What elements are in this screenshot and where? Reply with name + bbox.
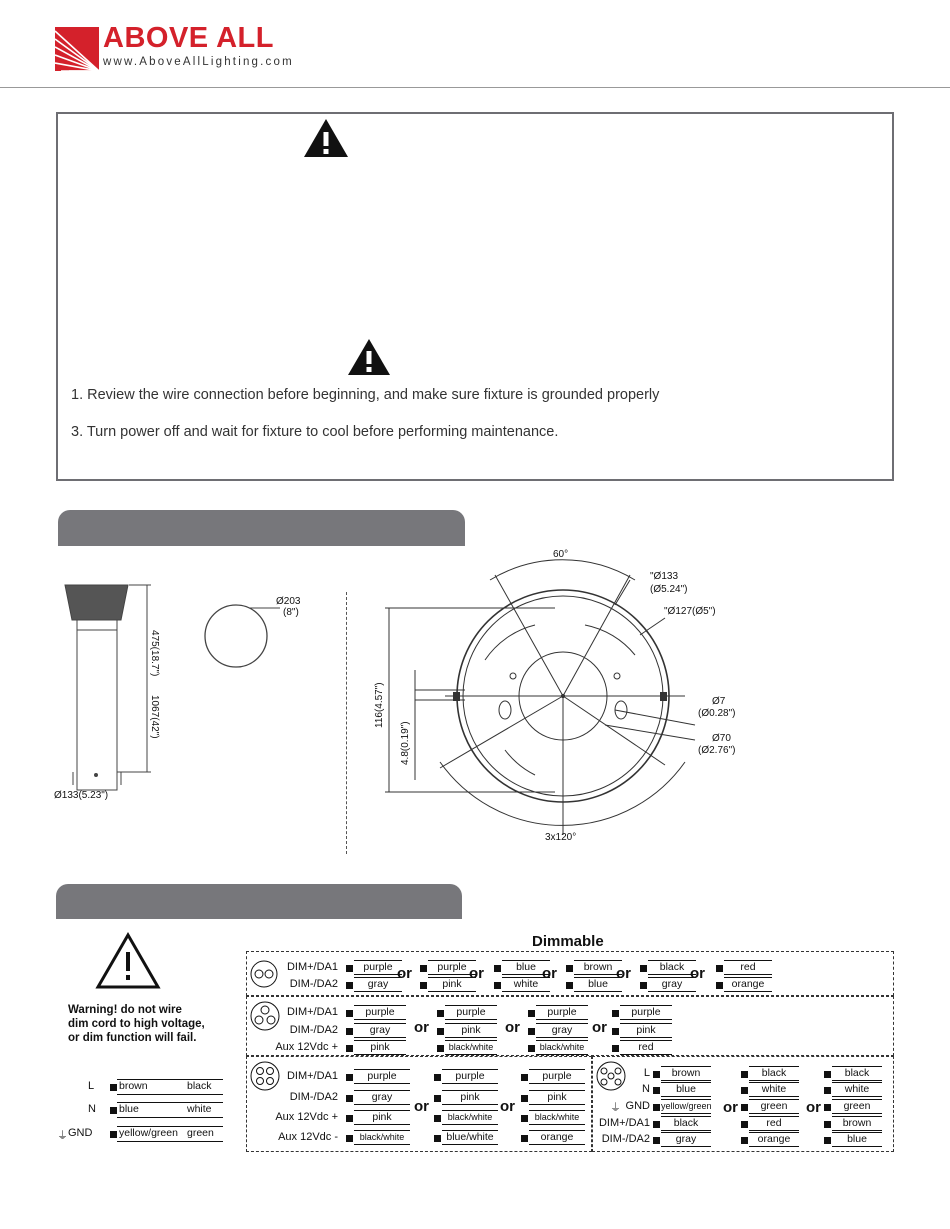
or-separator: or — [414, 1098, 429, 1115]
row3b-wire-color: green — [749, 1099, 799, 1114]
header-divider — [0, 87, 950, 88]
wire-plug — [612, 1028, 619, 1035]
wire-plug — [741, 1104, 748, 1111]
caution-triangle-icon — [346, 337, 392, 377]
wire-plug — [653, 1121, 660, 1128]
row3a-wire-color: black/white — [442, 1110, 498, 1125]
wire-plug — [741, 1137, 748, 1144]
row3b-label: GND — [625, 1100, 650, 1112]
wire-plug — [824, 1137, 831, 1144]
wire-plug — [521, 1135, 528, 1142]
view-separator — [346, 592, 347, 854]
row3a-label: Aux 12Vdc + — [275, 1111, 338, 1123]
row2-wire-color: black/white — [445, 1040, 497, 1055]
row1-wire-color: orange — [724, 977, 772, 992]
row2-wire-color: pink — [445, 1023, 497, 1038]
wire-plug — [741, 1071, 748, 1078]
ground-icon: ⏚ — [610, 1102, 621, 1114]
wire-plug — [434, 1135, 441, 1142]
row3a-label: Aux 12Vdc - — [278, 1131, 338, 1143]
dim-group-2wire — [246, 951, 894, 996]
base-angle-bottom: 3x120° — [545, 832, 577, 843]
base-plate-drawing — [375, 550, 750, 850]
top-view-diameter-in: (8") — [283, 607, 299, 618]
row3b-wire-color: white — [749, 1082, 799, 1097]
wire-plug — [346, 1095, 353, 1102]
row3b-wire-color: gray — [661, 1132, 711, 1147]
row3b-wire-color: white — [832, 1082, 882, 1097]
wire-plug — [420, 982, 427, 989]
top-view-diameter: Ø203 — [276, 596, 301, 607]
row2-wire-color: gray — [354, 1023, 406, 1038]
caution-line-1: Warning! do not wire — [68, 1004, 182, 1016]
wire-plug — [716, 982, 723, 989]
or-separator: or — [469, 965, 484, 982]
wire-plug — [824, 1087, 831, 1094]
wire-plug — [437, 1010, 444, 1017]
wire-plug — [346, 1028, 353, 1035]
wire-plug — [346, 1045, 353, 1052]
row2-wire-color: purple — [354, 1005, 406, 1020]
wire-plug — [346, 1135, 353, 1142]
wire-plug — [346, 965, 353, 972]
side-view-height: 475(18.7") — [149, 630, 160, 677]
row3b-wire-color: brown — [832, 1116, 882, 1131]
row3b-label: N — [642, 1083, 650, 1095]
base-d70-in: (Ø2.76") — [698, 745, 736, 756]
line-input-color-b: green — [187, 1127, 214, 1139]
row3b-wire-color: yellow/green — [661, 1099, 711, 1114]
wire-plug — [521, 1095, 528, 1102]
wire-plug — [640, 965, 647, 972]
wire-plug — [346, 1074, 353, 1081]
row1-wire-color: red — [724, 960, 772, 975]
base-offset: 4.8(0.19") — [400, 721, 411, 765]
row3a-wire-color: pink — [354, 1110, 410, 1125]
wire-plug — [653, 1137, 660, 1144]
caution-line-2: dim cord to high voltage, — [68, 1018, 205, 1030]
or-separator: or — [592, 1019, 607, 1036]
wire-plug — [110, 1084, 117, 1091]
wiring-section-bar — [56, 884, 462, 919]
row3b-wire-color: orange — [749, 1132, 799, 1147]
base-angle-top: 60° — [553, 549, 569, 560]
wire-plug — [494, 982, 501, 989]
row3b-wire-color: blue — [661, 1082, 711, 1097]
row1-wire-color: white — [502, 977, 550, 992]
or-separator: or — [500, 1098, 515, 1115]
warning-line-1: 1. Review the wire connection before beginning, and make sure fixture is grounded properly — [71, 387, 660, 403]
caution-outline-icon — [95, 932, 161, 990]
dimensions-section-bar — [58, 510, 465, 546]
row3b-label: DIM+/DA1 — [598, 1117, 650, 1129]
or-separator: or — [542, 965, 557, 982]
line-input-label: N — [88, 1103, 96, 1115]
wire-plug — [653, 1104, 660, 1111]
wire-plug — [716, 965, 723, 972]
caution-line-3: or dim function will fail. — [68, 1032, 197, 1044]
row2-wire-color: purple — [536, 1005, 588, 1020]
row2-label: Aux 12Vdc + — [275, 1041, 338, 1053]
wire-plug — [612, 1045, 619, 1052]
or-separator: or — [690, 965, 705, 982]
wire-plug — [521, 1074, 528, 1081]
side-view-diameter: Ø133(5.23") — [54, 790, 109, 801]
row3a-wire-color: purple — [354, 1069, 410, 1084]
row3b-wire-color: green — [832, 1099, 882, 1114]
brand-url[interactable]: www.AboveAllLighting.com — [103, 56, 294, 68]
line-input-color-a: yellow/green — [119, 1127, 178, 1139]
base-d7: Ø7 — [712, 696, 726, 707]
row1-wire-color: purple — [428, 960, 476, 975]
wire-plug — [521, 1115, 528, 1122]
row3b-wire-color: red — [749, 1116, 799, 1131]
row3a-wire-color: pink — [442, 1090, 498, 1105]
wire-plug — [346, 1115, 353, 1122]
wire-plug — [494, 965, 501, 972]
wire-plug — [437, 1028, 444, 1035]
dimmable-title: Dimmable — [532, 933, 604, 950]
or-separator: or — [616, 965, 631, 982]
row1-wire-color: black — [648, 960, 696, 975]
row3b-wire-color: brown — [661, 1066, 711, 1081]
wire-plug — [528, 1010, 535, 1017]
row3a-label: DIM-/DA2 — [289, 1091, 338, 1103]
row2-label: DIM+/DA1 — [286, 1006, 338, 1018]
row3a-wire-color: black/white — [354, 1130, 410, 1145]
warning-line-3: 3. Turn power off and wait for fixture to cool before performing maintenance. — [71, 424, 559, 440]
wire-plug — [640, 982, 647, 989]
wire-plug — [741, 1087, 748, 1094]
wire-plug — [824, 1071, 831, 1078]
brand-name: ABOVE ALL — [103, 22, 274, 54]
row1-label: DIM-/DA2 — [289, 978, 338, 990]
row2-wire-color: pink — [354, 1040, 406, 1055]
side-view-height-alt: 1067(42") — [149, 695, 160, 739]
row1-wire-color: purple — [354, 960, 402, 975]
or-separator: or — [806, 1099, 821, 1116]
row2-wire-color: gray — [536, 1023, 588, 1038]
wire-plug — [566, 965, 573, 972]
line-input-color-b: white — [187, 1103, 212, 1115]
line-input-label: GND — [68, 1127, 93, 1139]
row3a-label: DIM+/DA1 — [286, 1070, 338, 1082]
wire-plug — [420, 965, 427, 972]
base-d133: "Ø133 — [650, 571, 679, 582]
base-d127: "Ø127(Ø5") — [664, 606, 716, 617]
wire-plug — [437, 1045, 444, 1052]
wire-plug — [741, 1121, 748, 1128]
wire-plug — [528, 1045, 535, 1052]
row2-wire-color: black/white — [536, 1040, 588, 1055]
wire-plug — [824, 1121, 831, 1128]
base-d70: Ø70 — [712, 733, 731, 744]
line-input-color-a: blue — [119, 1103, 139, 1115]
wire-plug — [528, 1028, 535, 1035]
row1-wire-color: gray — [354, 977, 402, 992]
row3b-wire-color: blue — [832, 1132, 882, 1147]
wire-plug — [110, 1131, 117, 1138]
row2-wire-color: red — [620, 1040, 672, 1055]
or-separator: or — [505, 1019, 520, 1036]
wire-plug — [434, 1095, 441, 1102]
row3a-wire-color: purple — [529, 1069, 585, 1084]
row2-wire-color: purple — [445, 1005, 497, 1020]
wire-plug — [824, 1104, 831, 1111]
row3b-wire-color: black — [661, 1116, 711, 1131]
row1-wire-color: gray — [648, 977, 696, 992]
or-separator: or — [414, 1019, 429, 1036]
wire-plug — [566, 982, 573, 989]
row3b-label: L — [643, 1067, 650, 1079]
wire-plug — [110, 1107, 117, 1114]
base-height: 116(4.57") — [374, 682, 385, 728]
wire-plug — [434, 1074, 441, 1081]
logo-starburst-icon — [55, 27, 99, 71]
row3b-wire-color: black — [749, 1066, 799, 1081]
row2-wire-color: pink — [620, 1023, 672, 1038]
ground-icon: ⏚ — [57, 1130, 68, 1142]
row1-wire-color: pink — [428, 977, 476, 992]
base-d133-in: (Ø5.24") — [650, 584, 688, 595]
side-view-drawing — [55, 580, 165, 805]
warning-triangle-icon — [302, 117, 350, 159]
wire-plug — [653, 1087, 660, 1094]
row3b-label: DIM-/DA2 — [601, 1133, 650, 1145]
row3a-wire-color: blue/white — [442, 1130, 498, 1145]
row2-label: DIM-/DA2 — [289, 1024, 338, 1036]
row3b-wire-color: black — [832, 1066, 882, 1081]
row1-wire-color: brown — [574, 960, 622, 975]
wire-plug — [653, 1071, 660, 1078]
row1-wire-color: blue — [502, 960, 550, 975]
top-view-drawing — [200, 598, 280, 673]
line-input-color-b: black — [187, 1080, 212, 1092]
base-d7-in: (Ø0.28") — [698, 708, 736, 719]
wire-plug — [612, 1010, 619, 1017]
row3a-wire-color: orange — [529, 1130, 585, 1145]
or-separator: or — [723, 1099, 738, 1116]
row3a-wire-color: pink — [529, 1090, 585, 1105]
row1-wire-color: blue — [574, 977, 622, 992]
row3a-wire-color: black/white — [529, 1110, 585, 1125]
line-input-label: L — [88, 1080, 95, 1092]
row3a-wire-color: purple — [442, 1069, 498, 1084]
row1-label: DIM+/DA1 — [286, 961, 338, 973]
row3a-wire-color: gray — [354, 1090, 410, 1105]
wire-plug — [434, 1115, 441, 1122]
line-input-color-a: brown — [119, 1080, 148, 1092]
row2-wire-color: purple — [620, 1005, 672, 1020]
wire-plug — [346, 982, 353, 989]
or-separator: or — [397, 965, 412, 982]
wire-plug — [346, 1010, 353, 1017]
